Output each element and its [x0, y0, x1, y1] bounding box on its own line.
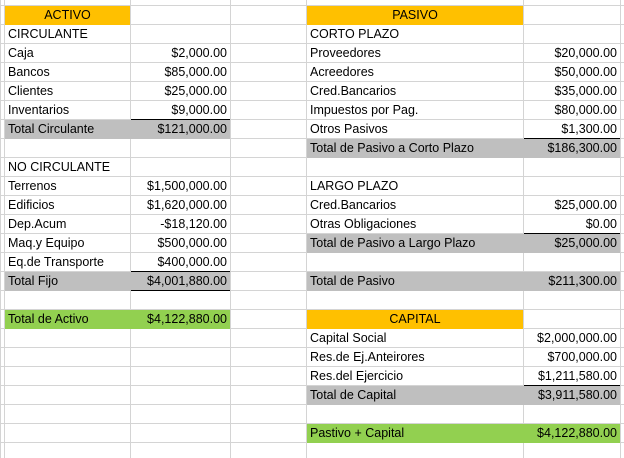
column-divider — [230, 0, 231, 458]
activo-item-label[interactable]: Inventarios — [8, 103, 70, 117]
activo-item-label[interactable]: Edificios — [8, 198, 55, 212]
activo-item-value[interactable]: $2,000.00 — [171, 46, 227, 60]
pasivo-item-label[interactable]: Acreedores — [310, 65, 374, 79]
capital-item-value[interactable]: $700,000.00 — [547, 350, 617, 364]
total-corto-plazo-label[interactable]: Total de Pasivo a Corto Plazo — [307, 139, 524, 158]
no-circulante-title[interactable]: NO CIRCULANTE — [8, 160, 111, 174]
total-capital-label[interactable]: Total de Capital — [307, 386, 524, 405]
circulante-title[interactable]: CIRCULANTE — [8, 27, 88, 41]
activo-item-value[interactable]: $1,500,000.00 — [147, 179, 227, 193]
pasivo-item-value[interactable]: $80,000.00 — [554, 103, 617, 117]
total-fijo-label[interactable]: Total Fijo — [5, 272, 131, 291]
total-pasivo-label[interactable]: Total de Pasivo — [307, 272, 524, 291]
activo-item-label[interactable]: Caja — [8, 46, 34, 60]
pasivo-item-label[interactable]: Otros Pasivos — [310, 122, 388, 136]
activo-item-value[interactable]: $400,000.00 — [131, 253, 230, 272]
total-circulante-label[interactable]: Total Circulante — [5, 120, 131, 139]
total-capital-value[interactable]: $3,911,580.00 — [524, 386, 620, 405]
capital-item-label[interactable]: Res.del Ejercicio — [310, 369, 404, 383]
activo-item-value[interactable]: $85,000.00 — [164, 65, 227, 79]
total-pasivo-value[interactable]: $211,300.00 — [524, 272, 620, 291]
pasivo-header[interactable]: PASIVO — [307, 6, 523, 25]
pasivo-item-label[interactable]: Proveedores — [310, 46, 381, 60]
pasivo-item-value[interactable]: $20,000.00 — [554, 46, 617, 60]
pasivo-item-label[interactable]: Cred.Bancarios — [310, 84, 397, 98]
activo-item-value[interactable]: -$18,120.00 — [160, 217, 227, 231]
capital-item-label[interactable]: Capital Social — [310, 331, 387, 345]
activo-item-value[interactable]: $500,000.00 — [157, 236, 227, 250]
activo-item-label[interactable]: Clientes — [8, 84, 54, 98]
pasivo-item-label[interactable]: Cred.Bancarios — [310, 198, 397, 212]
total-circulante-value[interactable]: $121,000.00 — [131, 120, 230, 139]
capital-item-value[interactable]: $2,000,000.00 — [537, 331, 617, 345]
largo-plazo-title[interactable]: LARGO PLAZO — [310, 179, 399, 193]
activo-item-value[interactable]: $25,000.00 — [164, 84, 227, 98]
activo-header[interactable]: ACTIVO — [5, 6, 130, 25]
corto-plazo-title[interactable]: CORTO PLAZO — [310, 27, 400, 41]
pasivo-capital-label[interactable]: Pastivo + Capital — [307, 424, 524, 443]
total-activo-label[interactable]: Total de Activo — [5, 310, 131, 329]
pasivo-item-label[interactable]: Impuestos por Pag. — [310, 103, 419, 117]
total-largo-plazo-value[interactable]: $25,000.00 — [524, 234, 620, 253]
activo-item-label[interactable]: Eq.de Transporte — [8, 255, 104, 269]
pasivo-item-value[interactable]: $35,000.00 — [554, 84, 617, 98]
total-largo-plazo-label[interactable]: Total de Pasivo a Largo Plazo — [307, 234, 524, 253]
total-fijo-value[interactable]: $4,001,880.00 — [131, 272, 230, 291]
activo-item-label[interactable]: Maq.y Equipo — [8, 236, 85, 250]
pasivo-capital-value[interactable]: $4,122,880.00 — [524, 424, 620, 443]
capital-item-value[interactable]: $1,211,580.00 — [524, 367, 620, 386]
pasivo-item-value[interactable]: $25,000.00 — [554, 198, 617, 212]
activo-item-value[interactable]: $1,620,000.00 — [147, 198, 227, 212]
capital-item-label[interactable]: Res.de Ej.Anteirores — [310, 350, 425, 364]
pasivo-item-value[interactable]: $1,300.00 — [524, 120, 620, 139]
pasivo-item-label[interactable]: Otras Obligaciones — [310, 217, 417, 231]
activo-item-label[interactable]: Bancos — [8, 65, 50, 79]
pasivo-item-value[interactable]: $0.00 — [524, 215, 620, 234]
activo-item-value[interactable]: $9,000.00 — [131, 101, 230, 120]
total-activo-value[interactable]: $4,122,880.00 — [131, 310, 230, 329]
activo-item-label[interactable]: Terrenos — [8, 179, 57, 193]
pasivo-item-value[interactable]: $50,000.00 — [554, 65, 617, 79]
total-corto-plazo-value[interactable]: $186,300.00 — [524, 139, 620, 158]
activo-item-label[interactable]: Dep.Acum — [8, 217, 67, 231]
column-divider — [620, 0, 621, 458]
capital-header[interactable]: CAPITAL — [307, 310, 523, 329]
